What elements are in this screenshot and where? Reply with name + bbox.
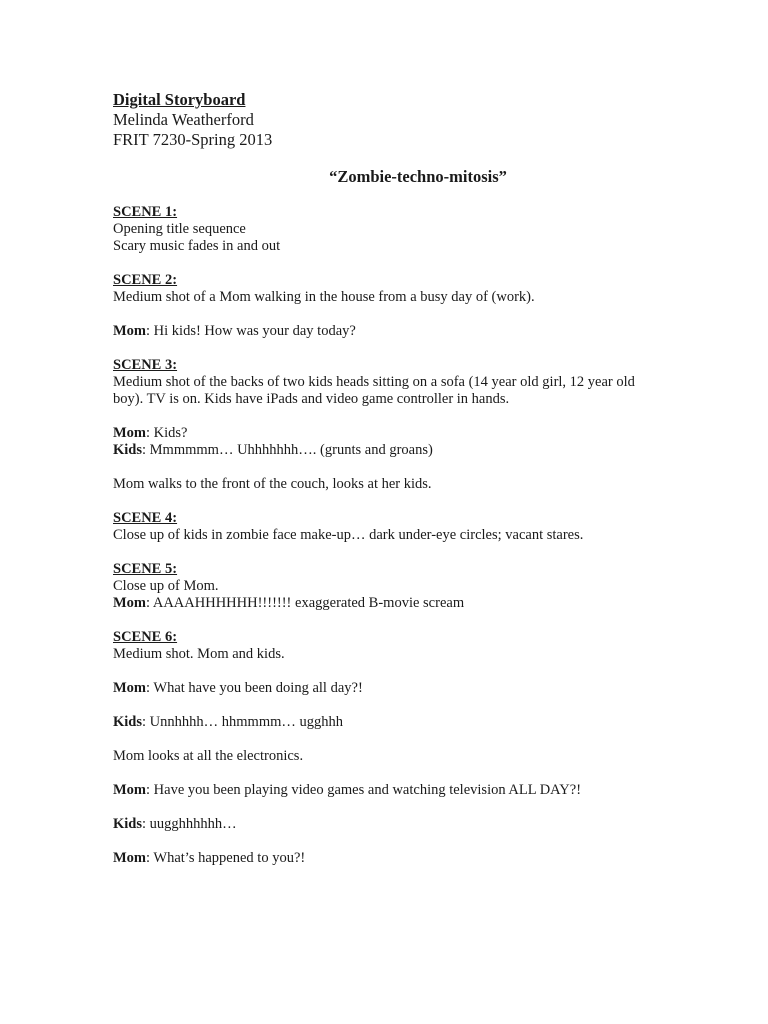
author-name: Melinda Weatherford <box>113 110 254 129</box>
stage-direction: Mom walks to the front of the couch, looks at her kids. <box>113 476 432 492</box>
scene-heading: SCENE 3: <box>113 357 178 373</box>
dialogue-line <box>113 323 673 340</box>
dialogue-text: : Hi kids! How was your day today? <box>146 323 356 339</box>
stage-direction: Mom looks at all the electronics. <box>113 748 304 764</box>
speaker-name: Mom <box>113 680 147 696</box>
dialogue-line <box>113 782 673 799</box>
dialogue-line <box>113 850 673 867</box>
story-title: “Zombie-techno-mitosis” <box>329 167 507 186</box>
dialogue-line <box>113 714 673 731</box>
speaker-name: Mom <box>113 782 147 798</box>
scene-5 <box>113 561 673 612</box>
scene-description: Medium shot of a Mom walking in the house from a busy day of (work). <box>113 289 535 305</box>
scene-description: Opening title sequence <box>113 221 246 237</box>
scene-2 <box>113 272 673 340</box>
scene-description: Scary music fades in and out <box>113 238 281 254</box>
scene-description: Medium shot. Mom and kids. <box>113 646 285 662</box>
document-heading: Digital Storyboard <box>113 90 246 109</box>
scene-heading: SCENE 6: <box>113 629 178 645</box>
speaker-name: Kids <box>113 442 143 458</box>
scene-3 <box>113 357 673 493</box>
scene-6 <box>113 629 673 867</box>
dialogue-text: : AAAAHHHHHH!!!!!!! exaggerated B-movie scream <box>146 595 465 611</box>
speaker-name: Mom <box>113 323 147 339</box>
scene-heading: SCENE 2: <box>113 272 178 288</box>
dialogue-text: : Unnhhhh… hhmmmm… ugghhh <box>142 714 344 730</box>
scene-1 <box>113 204 673 255</box>
dialogue-line <box>113 816 673 833</box>
dialogue-line <box>113 425 673 442</box>
scene-description: boy). TV is on. Kids have iPads and video game controller in hands. <box>113 391 510 407</box>
scene-heading: SCENE 4: <box>113 510 178 526</box>
scene-heading: SCENE 1: <box>113 204 178 220</box>
document-body <box>113 90 673 867</box>
dialogue-line <box>113 442 673 459</box>
scene-4 <box>113 510 673 544</box>
dialogue-line <box>113 595 673 612</box>
scene-description: Close up of kids in zombie face make-up… dark under-eye circles; vacant stares. <box>113 527 584 543</box>
dialogue-text: : Mmmmmm… Uhhhhhhh…. (grunts and groans) <box>142 442 433 458</box>
scene-description: Medium shot of the backs of two kids heads sitting on a sofa (14 year old girl, 12 year old <box>113 374 635 390</box>
dialogue-text: : What have you been doing all day?! <box>146 680 363 696</box>
speaker-name: Mom <box>113 850 147 866</box>
speaker-name: Kids <box>113 714 143 730</box>
dialogue-text: : uugghhhhhh… <box>142 816 237 832</box>
speaker-name: Kids <box>113 816 143 832</box>
scene-heading: SCENE 5: <box>113 561 178 577</box>
speaker-name: Mom <box>113 425 147 441</box>
dialogue-text: : Have you been playing video games and watching television ALL DAY?! <box>146 782 582 798</box>
speaker-name: Mom <box>113 595 147 611</box>
dialogue-text: : Kids? <box>146 425 188 441</box>
scene-description: Close up of Mom. <box>113 578 219 594</box>
dialogue-line <box>113 680 673 697</box>
course-info: FRIT 7230-Spring 2013 <box>113 130 273 149</box>
dialogue-text: : What’s happened to you?! <box>146 850 306 866</box>
